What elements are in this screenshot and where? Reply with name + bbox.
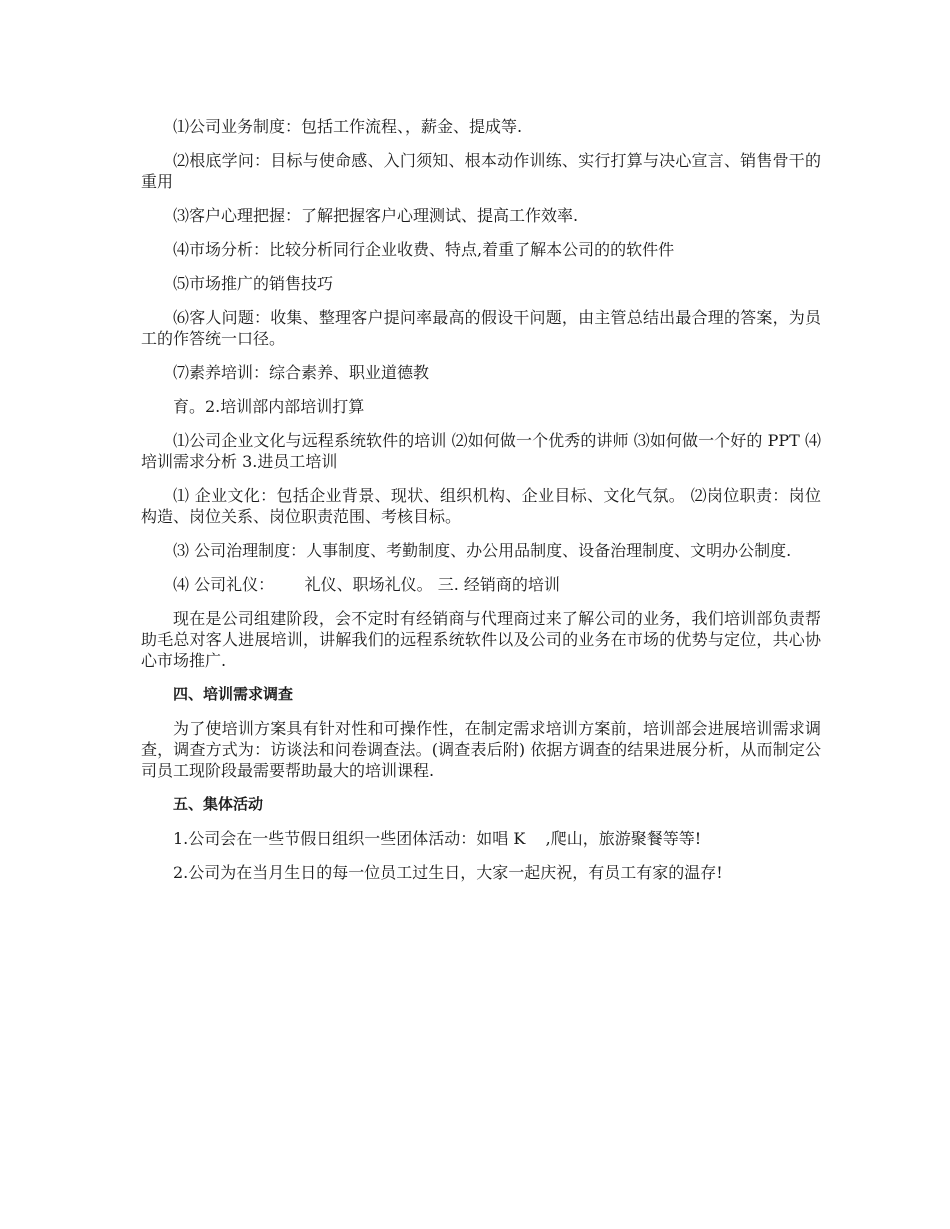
- paragraph-management-system: ⑶ 公司治理制度：人事制度、考勤制度、办公用品制度、设备治理制度、文明办公制度.: [173, 541, 792, 560]
- paragraph-market-analysis: ⑷市场分析：比较分析同行企业收费、特点,着重了解本公司的的软件件: [173, 240, 675, 259]
- paragraph-business-system: ⑴公司业务制度：包括工作流程、，薪金、提成等.: [173, 117, 523, 136]
- paragraph-sales-skills: ⑸市场推广的销售技巧: [173, 274, 334, 293]
- paragraph-activity-holidays: 1.公司会在一些节假日组织一些团体活动：如唱 K ,爬山，旅游聚餐等等!: [173, 829, 702, 848]
- paragraph-quality-training: ⑺素养培训：综合素养、职业道德教: [173, 363, 430, 382]
- paragraph-customer-psychology: ⑶客户心理把握：了解把握客户心理测试、提高工作效率.: [173, 206, 579, 225]
- paragraph-activity-birthdays: 2.公司为在当月生日的每一位员工过生日，大家一起庆祝，有员工有家的温存!: [173, 863, 723, 882]
- paragraph-corporate-culture: ⑴ 企业文化：包括企业背景、现状、组织机构、企业目标、文化气氛。 ⑵岗位职责：岗位构造、岗位关系、岗位职责范围、考核目标。: [141, 486, 821, 526]
- document-body: [141, 116, 821, 896]
- paragraph-survey: 为了使培训方案具有针对性和可操作性，在制定需求培训方案前，培训部会进展培训需求调查，调查方式为：访谈法和问卷调查法。(调查表后附) 依据方调查的结果进展分析，从而制定公司员工现阶段最需要帮助最大的培训课程.: [141, 719, 821, 780]
- paragraph-customer-questions: ⑹客人问题：收集、整理客户提问率最高的假设干问题，由主管总结出最合理的答案，为员工的作答统一口径。: [141, 308, 821, 348]
- paragraph-dealer-training: 现在是公司组建阶段，会不定时有经销商与代理商过来了解公司的业务，我们培训部负责帮助毛总对客人进展培训，讲解我们的远程系统软件以及公司的业务在市场的优势与定位，共心协心市场推广.: [141, 609, 821, 670]
- paragraph-basic-knowledge: ⑵根底学问：目标与使命感、入门须知、根本动作训练、实行打算与决心宣言、销售骨干的重用: [141, 151, 821, 191]
- section-heading-activities: 五、集体活动: [173, 795, 264, 813]
- paragraph-internal-training-plan: 育。2.培训部内部培训打算: [173, 397, 365, 416]
- section-heading-survey: 四、培训需求调查: [173, 685, 294, 703]
- paragraph-internal-training-items: ⑴公司企业文化与远程系统软件的培训 ⑵如何做一个优秀的讲师 ⑶如何做一个好的 PPT ⑷培训需求分析 3.进员工培训: [141, 431, 821, 471]
- paragraph-etiquette: ⑷ 公司礼仪： 礼仪、职场礼仪。 三. 经销商的培训: [173, 575, 560, 594]
